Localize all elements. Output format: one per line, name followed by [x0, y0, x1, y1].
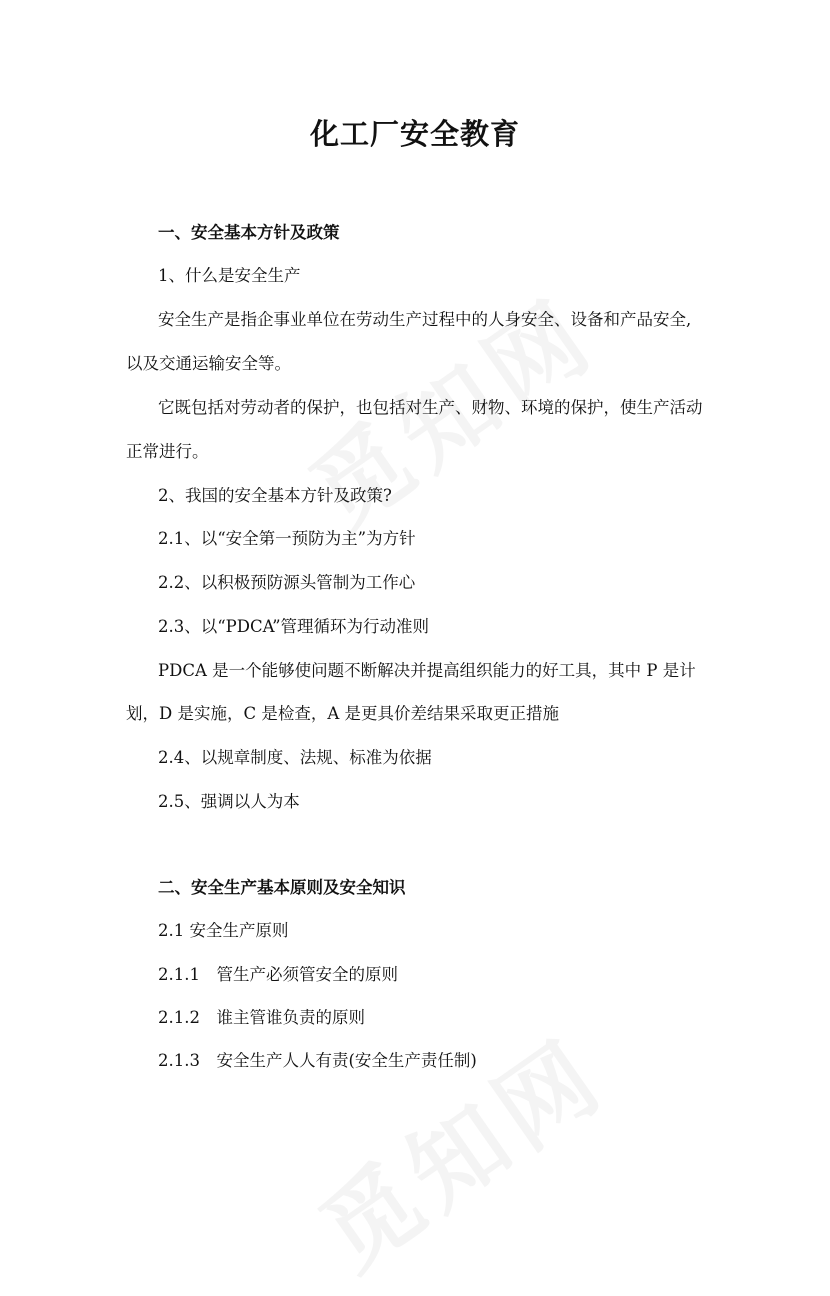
section-heading: 二、安全生产基本原则及安全知识 — [158, 878, 406, 897]
paragraph-line: 以及交通运输安全等。 — [126, 354, 291, 373]
list-item: 2.3、以“PDCA”管理循环为行动准则 — [158, 617, 430, 636]
list-item: 2.5、强调以人为本 — [158, 792, 300, 811]
paragraph-line: 正常进行。 — [126, 442, 209, 461]
document-title: 化工厂安全教育 — [309, 117, 520, 151]
paragraph-line: 它既包括对劳动者的保护，也包括对生产、财物、环境的保护，使生产活动 — [158, 398, 703, 417]
list-item: 2.1.1 管生产必须管安全的原则 — [158, 965, 398, 984]
list-item: 2.1、以“安全第一预防为主”为方针 — [158, 529, 416, 548]
section-heading: 一、安全基本方针及政策 — [158, 223, 340, 242]
list-item: 2.1.2 谁主管谁负责的原则 — [158, 1008, 365, 1027]
paragraph-line: PDCA 是一个能够使问题不断解决并提高组织能力的好工具，其中 P 是计 — [158, 661, 696, 680]
paragraph-line: 安全生产是指企事业单位在劳动生产过程中的人身安全、设备和产品安全, — [158, 310, 692, 329]
question-heading: 1、什么是安全生产 — [158, 266, 301, 285]
question-heading: 2、我国的安全基本方针及政策? — [158, 486, 392, 505]
subsection-heading: 2.1 安全生产原则 — [158, 921, 289, 940]
watermark — [289, 1001, 628, 1296]
list-item: 2.4、以规章制度、法规、标准为依据 — [158, 748, 432, 767]
list-item: 2.1.3 安全生产人人有责(安全生产责任制) — [158, 1051, 477, 1070]
paragraph-line: 划，D 是实施，C 是检查，A 是更具价差结果采取更正措施 — [126, 704, 560, 723]
list-item: 2.2、以积极预防源头管制为工作心 — [158, 573, 416, 592]
